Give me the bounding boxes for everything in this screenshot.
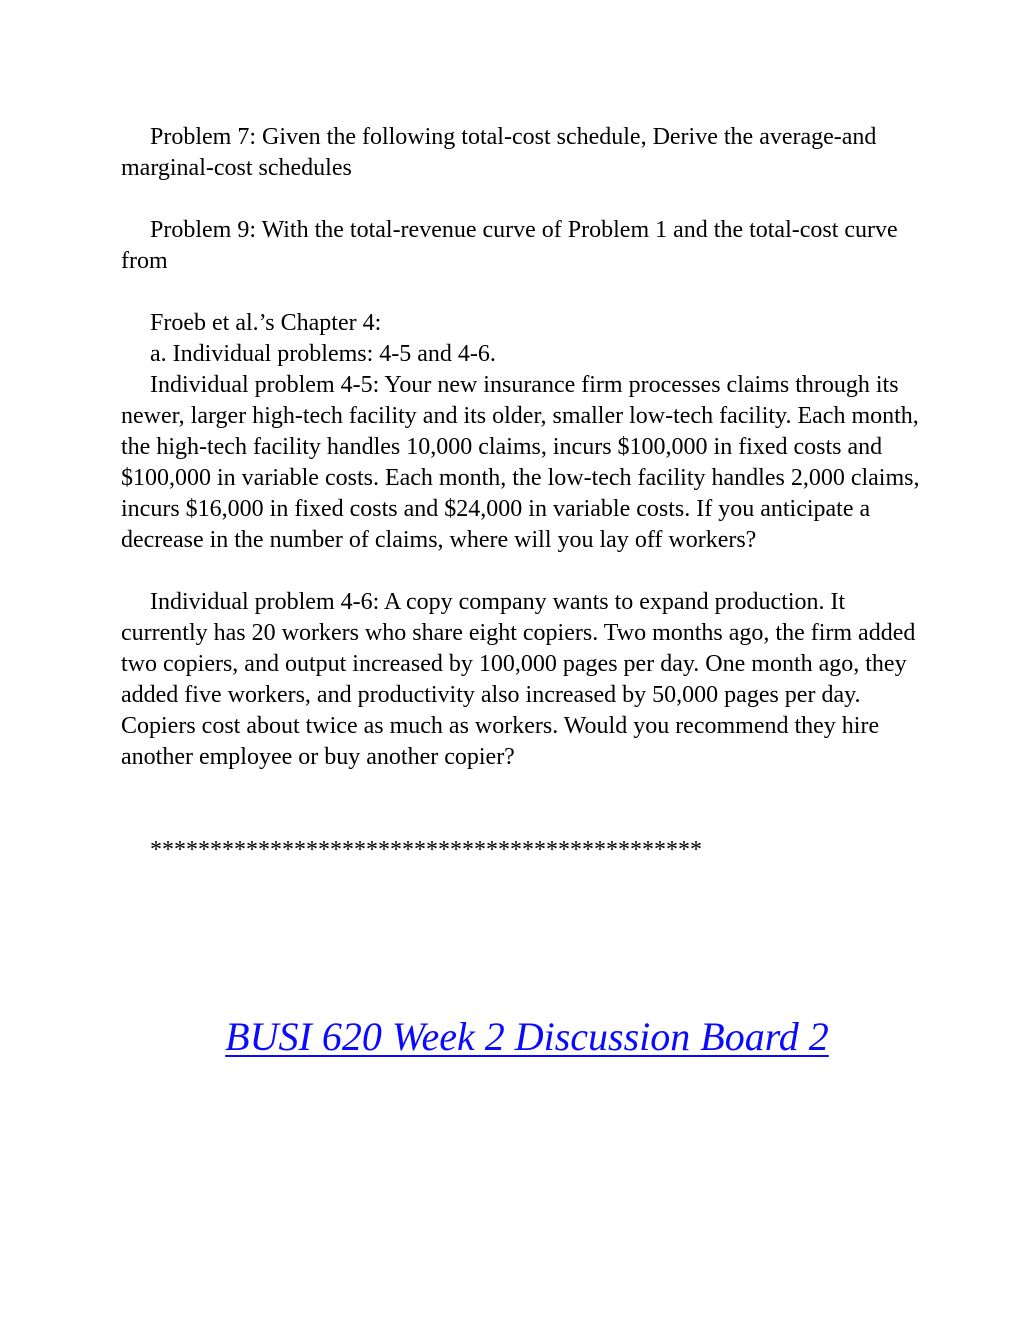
spacer (121, 277, 921, 308)
discussion-board-link[interactable]: BUSI 620 Week 2 Discussion Board 2 (225, 1014, 829, 1059)
problem-4-6-text: Individual problem 4-6: A copy company wants to expand production. It currently has 20 workers who share eight copiers. Two months ago, the firm added two copiers, and output increased by 100,000 pages per day. One month ago, they added five workers, and productivity also increased by 50,000 pages per day. Copiers cost about twice as much as workers. Would you recommend they hire another employee or buy another copier? (121, 589, 916, 770)
spacer (121, 184, 921, 215)
spacer (121, 556, 921, 587)
document-body (121, 122, 921, 866)
problem-9-text: Problem 9: With the total-revenue curve of Problem 1 and the total-cost curve from (121, 217, 898, 274)
froeb-chapter-heading: Froeb et al.’s Chapter 4: (150, 310, 382, 336)
problem-4-5-text: Individual problem 4-5: Your new insurance firm processes claims through its newer, larger high-tech facility and its older, smaller low-tech facility. Each month, the high-tech facility handles 10,000 claims, incurs $100,000 in fixed costs and $100,000 in variable costs. Each month, the low-tech facility handles 2,000 claims, incurs $16,000 in fixed costs and $24,000 in variable costs. If you anticipate a decrease in the number of claims, where will you lay off workers? (121, 372, 920, 553)
problem-7-text: Problem 7: Given the following total-cost schedule, Derive the average-and marginal-cost schedules (121, 124, 877, 181)
individual-problems-list: a. Individual problems: 4-5 and 4-6. (150, 341, 496, 367)
asterisk-separator: ********************************************** (150, 837, 702, 863)
spacer (121, 773, 921, 835)
discussion-link-container (0, 1013, 1024, 1060)
